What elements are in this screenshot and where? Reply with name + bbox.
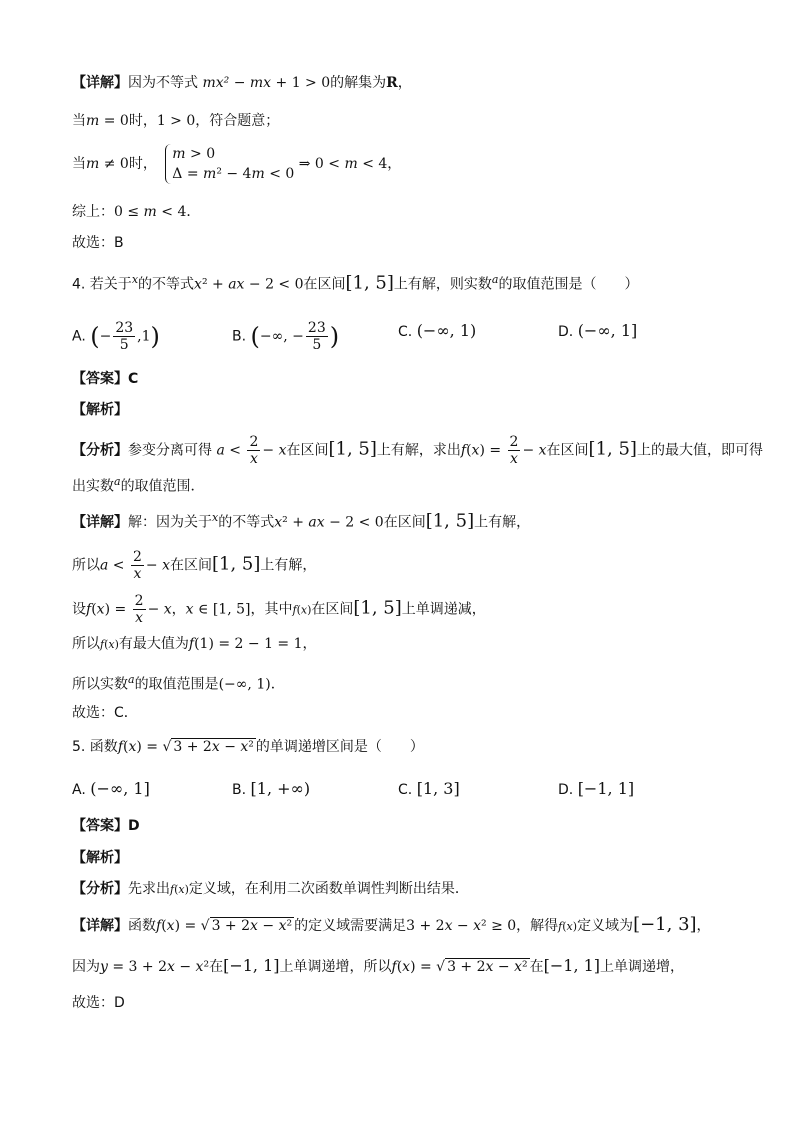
q4-detail-line-5: 所以实数$^a$的取值范围是(−∞, 1)．	[72, 673, 285, 693]
detail-tag: 【详解】	[72, 75, 128, 91]
q5-detail-line-1: 【详解】函数f(x) = √ 3 + 2x − x² 的定义域需要满足3 + 2x − x² ≥ 0，解得f(x)定义域为[−1, 3]，	[72, 914, 711, 935]
question-4: 4. 若关于$^x$的不等式x² + ax − 2 < 0在区间[1, 5]上有解，则实数$^a$的取值范围是（ ）	[72, 272, 639, 294]
q5-analysis-head: 【解析】	[72, 850, 128, 866]
question-5: 5. 函数f(x) = √ 3 + 2x − x² 的单调递增区间是（ ）	[72, 739, 424, 755]
q5-option-b[interactable]: B. [1, +∞)	[232, 779, 311, 798]
q4-option-b[interactable]: B. (−∞, − $\frac{23}{5}$ )	[232, 320, 340, 353]
detail-line-2: 当m = 0时，1 > 0，符合题意；	[72, 113, 280, 129]
q4-fenxi-line-1: 【分析】参变分离可得 a < $\frac{2}{x}$ − x在区间[1, 5]上有解，求出f(x) = $\frac{2}{x}$ − x在区间[1, 5]上的最大值，即可得	[72, 434, 763, 467]
inequality-system: m > 0 Δ = m² − 4m < 0	[165, 144, 294, 184]
q4-option-c[interactable]: C. (−∞, 1)	[398, 321, 477, 340]
detail-line-5: 故选：B	[72, 235, 124, 251]
q4-option-a[interactable]: A. (− $\frac{23}{5}$ ,1)	[72, 320, 160, 353]
q4-detail-line-4: 所以f(x)有最大值为f(1) = 2 − 1 = 1，	[72, 636, 317, 652]
detail-line-3: 当m ≠ 0时， m > 0 Δ = m² − 4m < 0 ⇒ 0 < m < 4，	[72, 146, 402, 182]
detail-line-1: 【详解】因为不等式 mx² − mx + 1 > 0的解集为R，	[72, 75, 412, 91]
q4-detail-line-2: 所以a < $\frac{2}{x}$ − x在区间[1, 5]上有解，	[72, 549, 317, 582]
q4-detail-line-3: 设f(x) = $\frac{2}{x}$ − x，x ∈ [1, 5]，其中f(x)在区间[1, 5]上单调递减，	[72, 593, 486, 626]
q5-option-d[interactable]: D. [−1, 1]	[558, 779, 635, 798]
q4-fenxi-line-2: 出实数$^a$的取值范围．	[72, 475, 205, 495]
math-inequality: mx²	[202, 75, 230, 91]
q4-answer: 【答案】C	[72, 371, 139, 387]
q4-analysis-head: 【解析】	[72, 402, 128, 418]
q5-option-a[interactable]: A. (−∞, 1]	[72, 779, 150, 798]
q5-detail-line-2: 因为y = 3 + 2x − x²在[−1, 1]上单调递增，所以f(x) = √ 3 + 2x − x² 在[−1, 1]上单调递增，	[72, 956, 685, 975]
q5-fenxi: 【分析】先求出f(x)定义域，在利用二次函数单调性判断出结果．	[72, 881, 469, 897]
q5-end: 故选：D	[72, 995, 125, 1011]
q4-detail-line-1: 【详解】解：因为关于$^x$的不等式x² + ax − 2 < 0在区间[1, 5]上有解，	[72, 510, 531, 532]
q4-end: 故选：C．	[72, 705, 138, 721]
detail-line-4: 综上：0 ≤ m < 4．	[72, 204, 201, 220]
q5-option-c[interactable]: C. [1, 3]	[398, 779, 460, 798]
q5-answer: 【答案】D	[72, 818, 140, 834]
q4-option-d[interactable]: D. (−∞, 1]	[558, 321, 638, 340]
